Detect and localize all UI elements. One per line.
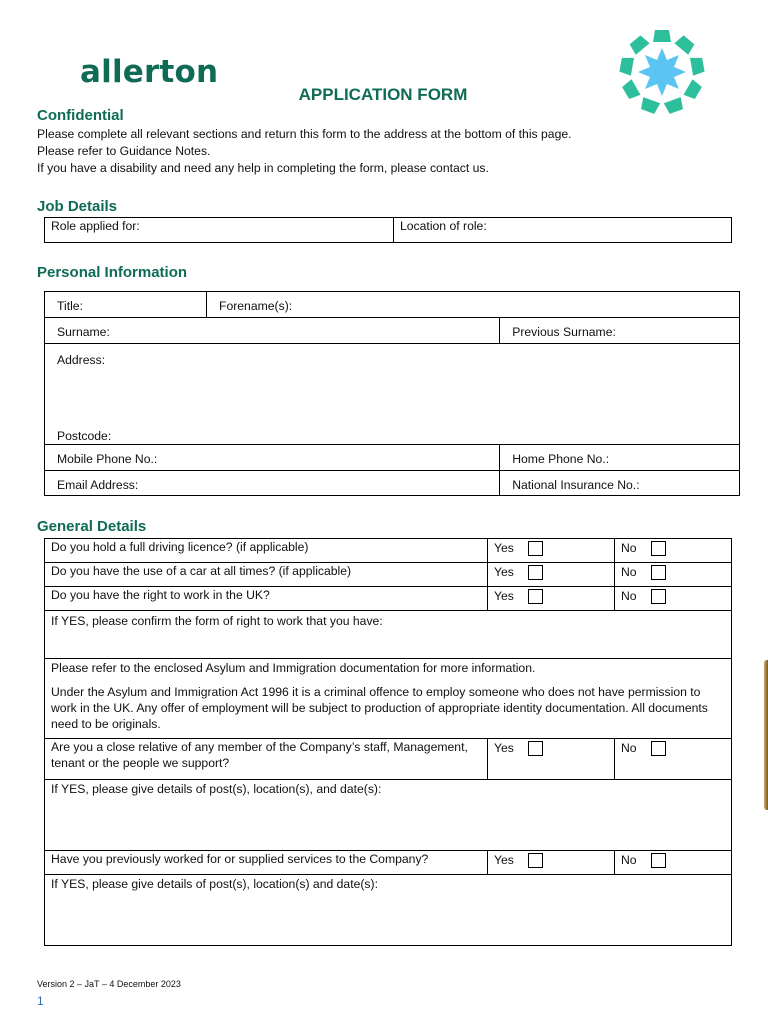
confidential-instructions — [37, 126, 572, 177]
previous-details-field[interactable] — [45, 875, 732, 946]
forename-field[interactable] — [207, 292, 740, 318]
general-details-table — [44, 538, 732, 946]
right-no-checkbox[interactable] — [651, 589, 666, 604]
general-details-heading: General Details — [37, 518, 147, 535]
home-phone-field[interactable] — [500, 445, 740, 471]
car-yes-checkbox[interactable] — [528, 565, 543, 580]
yes-label: Yes — [494, 565, 514, 579]
allerton-star-logo-icon — [616, 30, 708, 116]
relative-question: Are you a close relative of any member of the Company’s staff, Management, tenant or the people we support? — [45, 739, 488, 780]
instruction-line: If you have a disability and need any help in completing the form, please contact us. — [37, 161, 489, 175]
page-edge-tab — [764, 660, 768, 810]
relative-details-field[interactable] — [45, 780, 732, 851]
act-note: Under the Asylum and Immigration Act 1996 it is a criminal offence to employ someone who does not have permission to work in the UK. Any offer of employment will be subject to production of appropriate identity documentation. All documents need to be originals. — [51, 685, 708, 731]
title-field[interactable] — [45, 292, 207, 318]
licence-no-option[interactable] — [615, 539, 732, 563]
national-insurance-field[interactable] — [500, 471, 740, 496]
right-to-work-form-prompt: If YES, please confirm the form of right to work that you have: — [51, 614, 383, 628]
surname-field[interactable] — [45, 318, 500, 344]
form-title: APPLICATION FORM — [298, 85, 468, 104]
previous-surname-field[interactable] — [500, 318, 740, 344]
instruction-line: Please refer to Guidance Notes. — [37, 144, 211, 158]
home-phone-label: Home Phone No.: — [512, 452, 610, 466]
yes-label: Yes — [494, 541, 514, 555]
car-no-checkbox[interactable] — [651, 565, 666, 580]
page-number: 1 — [37, 994, 44, 1008]
immigration-notes — [45, 659, 732, 739]
relative-details-prompt: If YES, please give details of post(s), location(s), and date(s): — [51, 782, 382, 796]
job-details-heading: Job Details — [37, 198, 118, 215]
previous-yes-checkbox[interactable] — [528, 853, 543, 868]
address-field[interactable] — [45, 344, 740, 445]
right-no-option[interactable] — [615, 587, 732, 611]
previous-no-option[interactable] — [615, 851, 732, 875]
yes-label: Yes — [494, 589, 514, 603]
previous-work-question: Have you previously worked for or supplied services to the Company? — [45, 851, 488, 875]
right-to-work-question: Do you have the right to work in the UK? — [45, 587, 488, 611]
relative-yes-checkbox[interactable] — [528, 741, 543, 756]
location-of-role-field[interactable] — [394, 218, 732, 243]
role-applied-field[interactable] — [45, 218, 394, 243]
instruction-line: Please complete all relevant sections and return this form to the address at the bottom of this page. — [37, 127, 572, 141]
no-label: No — [621, 853, 637, 867]
allerton-logo-text: allerton — [80, 54, 219, 90]
location-of-role-label: Location of role: — [400, 219, 487, 233]
car-yes-option[interactable] — [488, 563, 615, 587]
version-footer: Version 2 – JaT – 4 December 2023 — [37, 979, 181, 989]
national-insurance-label: National Insurance No.: — [512, 478, 640, 492]
no-label: No — [621, 541, 637, 555]
right-to-work-form-field[interactable] — [45, 611, 732, 659]
forename-label: Forename(s): — [219, 299, 293, 313]
relative-no-checkbox[interactable] — [651, 741, 666, 756]
mobile-phone-label: Mobile Phone No.: — [57, 452, 158, 466]
yes-label: Yes — [494, 853, 514, 867]
previous-surname-label: Previous Surname: — [512, 325, 616, 339]
right-yes-checkbox[interactable] — [528, 589, 543, 604]
previous-yes-option[interactable] — [488, 851, 615, 875]
no-label: No — [621, 589, 637, 603]
surname-label: Surname: — [57, 325, 110, 339]
previous-no-checkbox[interactable] — [651, 853, 666, 868]
right-yes-option[interactable] — [488, 587, 615, 611]
licence-no-checkbox[interactable] — [651, 541, 666, 556]
confidential-heading: Confidential — [37, 107, 124, 124]
relative-yes-option[interactable] — [488, 739, 615, 780]
licence-yes-option[interactable] — [488, 539, 615, 563]
relative-no-option[interactable] — [615, 739, 732, 780]
previous-details-prompt: If YES, please give details of post(s), location(s) and date(s): — [51, 877, 378, 891]
licence-yes-checkbox[interactable] — [528, 541, 543, 556]
job-details-table — [44, 217, 732, 243]
personal-information-table — [44, 291, 740, 496]
asylum-note: Please refer to the enclosed Asylum and Immigration documentation for more information. — [51, 661, 536, 675]
email-address-field[interactable] — [45, 471, 500, 496]
email-address-label: Email Address: — [57, 478, 139, 492]
role-applied-label: Role applied for: — [51, 219, 140, 233]
car-question: Do you have the use of a car at all times? (if applicable) — [45, 563, 488, 587]
no-label: No — [621, 741, 637, 755]
car-no-option[interactable] — [615, 563, 732, 587]
mobile-phone-field[interactable] — [45, 445, 500, 471]
licence-question: Do you hold a full driving licence? (if applicable) — [45, 539, 488, 563]
yes-label: Yes — [494, 741, 514, 755]
no-label: No — [621, 565, 637, 579]
title-label: Title: — [57, 299, 83, 313]
personal-information-heading: Personal Information — [37, 264, 188, 281]
postcode-label: Postcode: — [57, 429, 112, 443]
address-label: Address: — [57, 353, 106, 367]
